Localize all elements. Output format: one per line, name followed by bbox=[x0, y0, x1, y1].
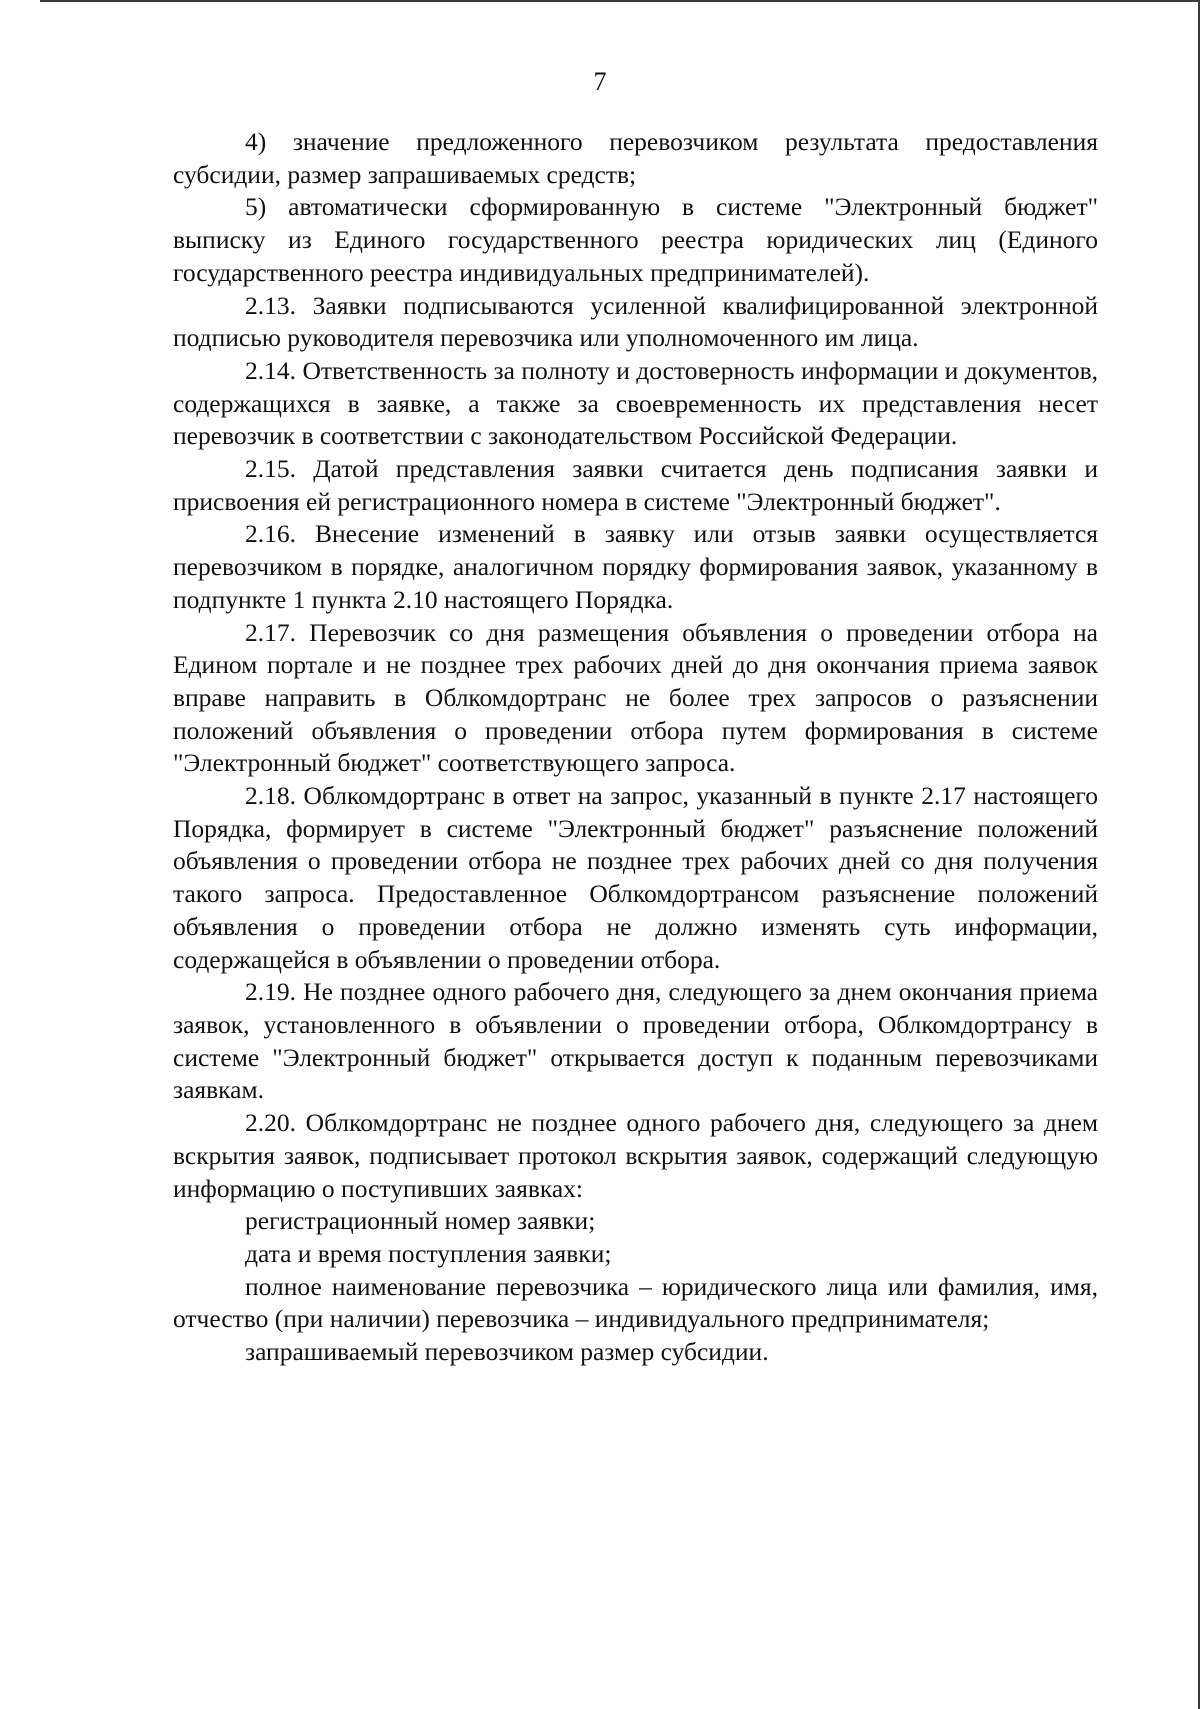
list-item-date-time: дата и время поступления заявки; bbox=[245, 1238, 612, 1268]
paragraph-2-20: 2.20. Облкомдортранс не позднее одного рабочего дня, следующего за днем вскрытия заявок, подписывает протокол вскрытия заявок, содержащий следующую информацию о поступивших заявках: bbox=[173, 1108, 1098, 1203]
list-item-carrier-name: полное наименование перевозчика – юридического лица или фамилия, имя, отчество (при наличии) перевозчика – индивидуального предпринимателя; bbox=[173, 1271, 1098, 1334]
paragraph-item-5: 5) автоматически сформированную в системе "Электронный бюджет" выписку из Единого государственного реестра юридических лиц (Единого государственного реестра индивидуальных предпринимателей). bbox=[173, 192, 1098, 287]
scan-edge-top bbox=[40, 0, 1200, 2]
page-number: 7 bbox=[593, 67, 607, 96]
paragraph-2-18: 2.18. Облкомдортранс в ответ на запрос, указанный в пункте 2.17 настоящего Порядка, формирует в системе "Электронный бюджет" разъяснение положений объявления о проведении отбора не позднее трех рабочих дней со дня получения такого запроса. Предоставленное Облкомдортрансом разъяснение положений объявления о проведении отбора не должно изменять суть информации, содержащейся в объявлении о проведении отбора. bbox=[173, 781, 1098, 974]
paragraph-2-16: 2.16. Внесение изменений в заявку или отзыв заявки осуществляется перевозчиком в порядке, аналогичном порядку формирования заявок, указанному в подпункте 1 пункта 2.10 настоящего Порядка. bbox=[173, 519, 1098, 614]
list-item-subsidy-amount: запрашиваемый перевозчиком размер субсидии. bbox=[245, 1337, 769, 1367]
paragraph-item-4: 4) значение предложенного перевозчиком результата предоставления субсидии, размер запрашиваемых средств; bbox=[173, 127, 1098, 189]
paragraph-2-17: 2.17. Перевозчик со дня размещения объявления о проведении отбора на Едином портале и не позднее трех рабочих дней до дня окончания приема заявок вправе направить в Облкомдортранс не более трех запросов о разъяснении положений объявления о проведении отбора путем формирования в системе "Электронный бюджет" соответствующего запроса. bbox=[173, 617, 1098, 778]
paragraph-2-15: 2.15. Датой представления заявки считается день подписания заявки и присвоения ей регистрационного номера в системе "Электронный бюджет". bbox=[173, 454, 1098, 516]
paragraph-2-19: 2.19. Не позднее одного рабочего дня, следующего за днем окончания приема заявок, установленного в объявлении о проведении отбора, Облкомдортрансу в системе "Электронный бюджет" открывается доступ к поданным перевозчиками заявкам. bbox=[173, 977, 1098, 1105]
list-item-registration-number: регистрационный номер заявки; bbox=[245, 1206, 596, 1236]
document-body bbox=[173, 126, 1098, 1369]
paragraph-2-13: 2.13. Заявки подписываются усиленной квалифицированной электронной подписью руководителя перевозчика или уполномоченного им лица. bbox=[173, 290, 1098, 353]
paragraph-2-14: 2.14. Ответственность за полноту и достоверность информации и документов, содержащихся в заявке, а также за своевременность их представления несет перевозчик в соответствии с законодательством Российской Федерации. bbox=[173, 355, 1098, 451]
